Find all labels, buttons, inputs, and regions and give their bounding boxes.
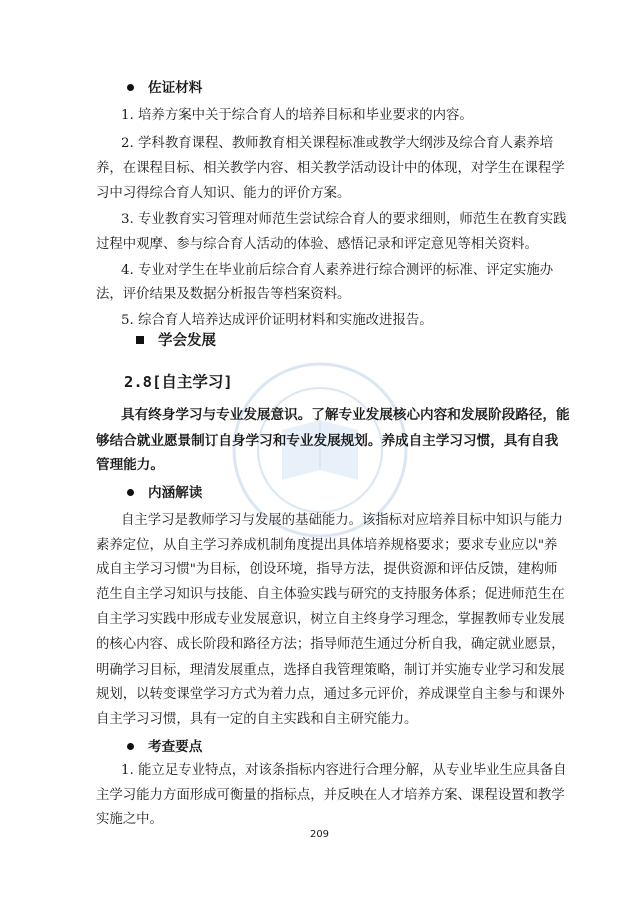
checkpoints-line-3: 实施之中。 xyxy=(96,812,163,827)
connotation-line-2: 素养定位，从自主学习养成机制角度提出具体培养规格要求；要求专业应以"养 xyxy=(96,538,558,553)
connotation-line-3: 成自主学习习惯"为目标，创设环境，指导方法，提供资源和评估反馈，建构师 xyxy=(96,562,558,577)
evidence-line-5: 3. 专业教育实习管理对师范生尝试综合育人的要求细则，师范生在教育实践 xyxy=(121,212,567,227)
evidence-heading xyxy=(127,78,202,98)
square-bullet-icon xyxy=(136,336,144,344)
page-number: 209 xyxy=(309,829,330,840)
bullet-icon xyxy=(127,84,134,91)
evidence-line-1: 1. 培养方案中关于综合育人的培养目标和毕业要求的内容。 xyxy=(121,108,473,123)
section-heading xyxy=(136,331,216,351)
checkpoints-heading xyxy=(127,737,202,757)
evidence-line-9: 5. 综合育人培养达成评价证明材料和实施改进报告。 xyxy=(121,313,433,328)
summary-line-1: 具有终身学习与专业发展意识。了解专业发展核心内容和发展阶段路径，能 xyxy=(121,407,570,423)
bullet-icon xyxy=(127,743,134,750)
evidence-line-4: 习中习得综合育人知识、能力的评价方案。 xyxy=(96,186,351,201)
connotation-line-1: 自主学习是教师学习与发展的基础能力。该指标对应培养目标中知识与能力 xyxy=(121,513,563,528)
connotation-heading xyxy=(127,483,202,503)
evidence-line-2: 2. 学科教育课程、教师教育相关课程标准或教学大纲涉及综合育人素养培 xyxy=(121,136,554,151)
evidence-line-8: 法，评价结果及数据分析报告等档案资料。 xyxy=(96,287,351,302)
checkpoints-line-1: 1. 能立足专业特点，对该条指标内容进行合理分解，从专业毕业生应具备自 xyxy=(121,763,567,778)
subsection-title: 2.8[自主学习] xyxy=(124,373,233,391)
checkpoints-line-2: 主学习能力方面形成可衡量的指标点，并反映在人才培养方案、课程设置和教学 xyxy=(96,788,565,803)
connotation-line-6: 的核心内容、成长阶段和路径方法；指导师范生通过分析自我，确定就业愿景， xyxy=(96,637,565,652)
evidence-line-7: 4. 专业对学生在毕业前后综合育人素养进行综合测评的标准、评定实施办 xyxy=(121,263,554,278)
connotation-line-8: 规划，以转变课堂学习方式为着力点，通过多元评价，养成课堂自主参与和课外 xyxy=(96,687,565,702)
summary-line-3: 管理能力。 xyxy=(96,457,164,473)
evidence-line-6: 过程中观摩、参与综合育人活动的体验、感悟记录和评定意见等相关资料。 xyxy=(96,237,538,252)
connotation-title: 内涵解读 xyxy=(148,485,203,501)
connotation-line-7: 明确学习目标，理清发展重点，选择自我管理策略，制订并实施专业学习和发展 xyxy=(96,663,565,678)
connotation-line-9: 自主学习习惯，具有一定的自主实践和自主研究能力。 xyxy=(96,712,418,727)
evidence-title: 佐证材料 xyxy=(148,80,203,96)
checkpoints-title: 考查要点 xyxy=(148,739,203,755)
connotation-line-5: 自主学习实践中形成专业发展意识，树立自主终身学习理念，掌握教师专业发展 xyxy=(96,612,565,627)
bullet-icon xyxy=(127,489,134,496)
evidence-line-3: 养，在课程目标、相关教学内容、相关教学活动设计中的体现，对学生在课程学 xyxy=(96,161,565,176)
section-title: 学会发展 xyxy=(158,333,216,349)
connotation-line-4: 范生自主学习知识与技能、自主体验实践与研究的支持服务体系；促进师范生在 xyxy=(96,587,565,602)
summary-line-2: 够结合就业愿景制订自身学习和专业发展规划。养成自主学习习惯，具有自我 xyxy=(96,433,559,449)
